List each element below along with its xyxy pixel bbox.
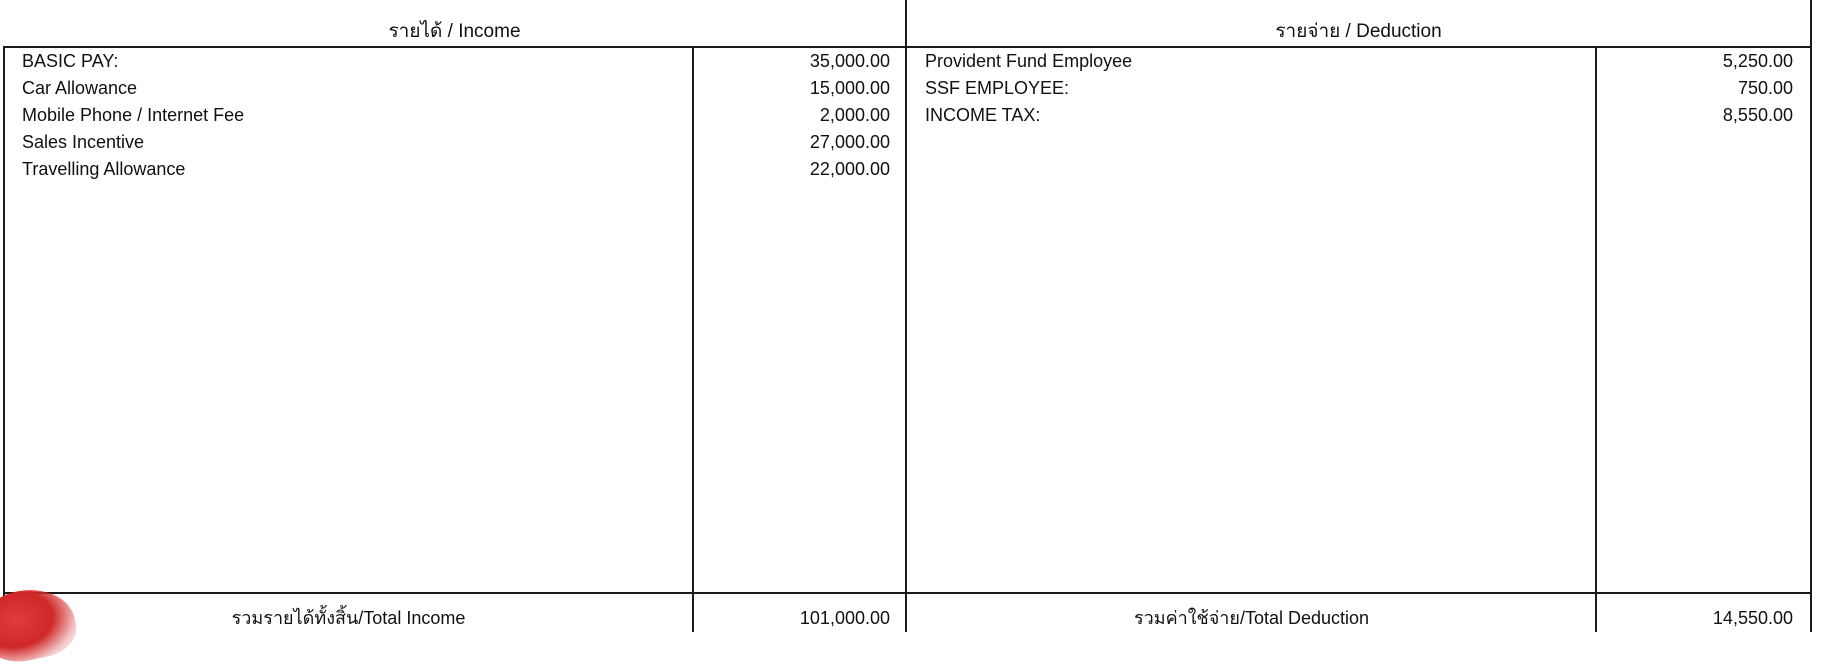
income-amount-divider [692, 47, 694, 632]
list-item: 22,000.00 [809, 159, 890, 179]
list-item: Sales Incentive [22, 132, 145, 152]
income-amount-list [700, 48, 890, 183]
deduction-label-list [925, 48, 1585, 129]
list-item: 8,550.00 [1722, 105, 1793, 125]
list-item: SSF EMPLOYEE: [925, 78, 1070, 98]
list-item: 15,000.00 [809, 78, 890, 98]
list-item: 2,000.00 [819, 105, 890, 125]
income-header: รายได้ / Income [388, 21, 521, 42]
total-income-label: รวมรายได้ทั้งสิ้น/Total Income [231, 608, 466, 628]
total-deduction-label: รวมค่าใช้จ่าย/Total Deduction [1133, 608, 1370, 628]
total-income-amount: 101,000.00 [799, 608, 890, 628]
list-item: Travelling Allowance [22, 159, 186, 179]
deduction-amount-list [1603, 48, 1793, 129]
red-smudge [0, 581, 81, 669]
deduction-header: รายจ่าย / Deduction [1275, 21, 1442, 42]
list-item: 27,000.00 [809, 132, 890, 152]
list-item: BASIC PAY: [22, 51, 119, 71]
list-item: Mobile Phone / Internet Fee [22, 105, 245, 125]
left-border [3, 47, 5, 632]
right-border [1810, 0, 1812, 632]
section-divider [905, 0, 907, 632]
list-item: Car Allowance [22, 78, 138, 98]
list-item: Provident Fund Employee [925, 51, 1133, 71]
total-separator [3, 592, 1812, 594]
list-item: 35,000.00 [809, 51, 890, 71]
list-item: 5,250.00 [1722, 51, 1793, 71]
deduction-amount-divider [1595, 47, 1597, 632]
list-item: INCOME TAX: [925, 105, 1041, 125]
income-label-list [22, 48, 682, 183]
total-deduction-amount: 14,550.00 [1712, 608, 1793, 628]
list-item: 750.00 [1737, 78, 1793, 98]
